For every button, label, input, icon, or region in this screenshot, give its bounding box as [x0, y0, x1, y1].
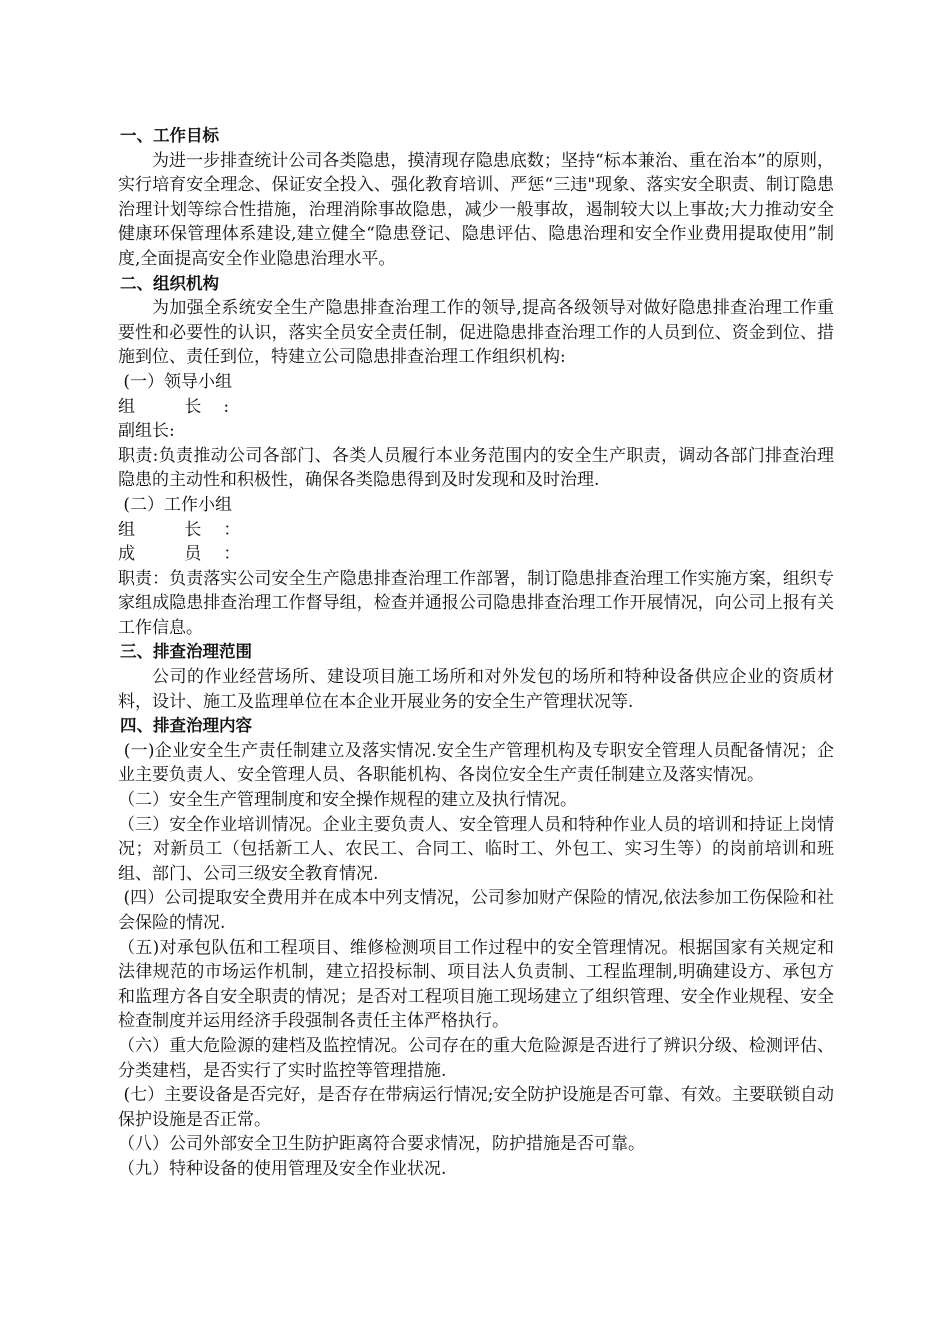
- goals-paragraph: 为进一步排查统计公司各类隐患，摸清现存隐患底数；坚持“标本兼治、重在治本”的原则，实行培育安全理念、保证安全投入、强化教育培训、严惩“三违"现象、落实安全职责、制订隐患治理计划等综合性措施，治理消除事故隐患，减少一般事故，遏制较大以上事故;大力推动安全健康环保管理体系建设,建立健全“隐患登记、隐患评估、隐患治理和安全作业费用提取使用”制度,全面提高安全作业隐患治理水平。: [118, 150, 834, 269]
- document-page: [118, 124, 834, 1182]
- work-group-leader-label: [118, 518, 834, 543]
- section-heading-goals: 一、工作目标: [120, 126, 219, 145]
- contents-item-9: （九）特种设备的使用管理及安全作业状况.: [118, 1158, 447, 1179]
- organization-paragraph: 为加强全系统安全生产隐患排查治理工作的领导,提高各级领导对做好隐患排查治理工作重要性和必要性的认识，落实全员安全责任制，促进隐患排查治理工作的人员到位、资金到位、措施到位、责任到位，特建立公司隐患排查治理工作组织机构:: [118, 298, 834, 368]
- member-label: 成 员：: [118, 544, 263, 565]
- work-group-duty: 职责：负责落实公司安全生产隐患排查治理工作部署，制订隐患排查治理工作实施方案，组织专家组成隐患排查治理工作督导组，检查并通报公司隐患排查治理工作开展情况，向公司上报有关工作信息。: [118, 568, 834, 638]
- work-group-title: (二）工作小组: [118, 494, 233, 515]
- section-heading-contents: 四、排查治理内容: [120, 716, 252, 736]
- contents-item-2: （二）安全生产管理制度和安全操作规程的建立及执行情况。: [118, 790, 577, 811]
- contents-item-4: (四）公司提取安全费用并在成本中列支情况，公司参加财产保险的情况,依法参加工伤保险和社会保险的情况.: [118, 888, 834, 933]
- section-heading-scope: 三、排查治理范围: [120, 642, 252, 662]
- leader-label: 组 长:: [118, 396, 252, 417]
- work-group-member-label: [118, 542, 834, 567]
- scope-paragraph: 公司的作业经营场所、建设项目施工场所和对外发包的场所和特种设备供应企业的资质材料，设计、施工及监理单位在本企业开展业务的安全生产管理状况等.: [118, 667, 834, 712]
- leader-group-duty: 职责:负责推动公司各部门、各类人员履行本业务范围内的安全生产职责，调动各部门排查治理隐患的主动性和积极性，确保各类隐患得到及时发现和及时治理.: [118, 445, 834, 491]
- leader-group-title: (一）领导小组: [118, 371, 233, 392]
- work-leader-label: 组 长：: [118, 519, 263, 540]
- contents-item-3: （三）安全作业培训情况。企业主要负责人、安全管理人员和特种作业人员的培训和持证上岗情况；对新员工（包括新工人、农民工、合同工、临时工、外包工、实习生等）的岗前培训和班组、部门、公司三级安全教育情况.: [118, 814, 834, 884]
- contents-item-7: (七）主要设备是否完好，是否存在带病运行情况;安全防护设施是否可靠、有效。主要联锁自动保护设施是否正常。: [118, 1085, 835, 1130]
- contents-item-5: （五)对承包队伍和工程项目、维修检测项目工作过程中的安全管理情况。根据国家有关规定和法律规范的市场运作机制，建立招投标制、项目法人负责制、工程监理制,明确建设方、承包方和监理方各自安全职责的情况；是否对工程项目施工现场建立了组织管理、安全作业规程、安全检查制度并运用经济手段强制各责任主体严格执行。: [118, 937, 834, 1032]
- leader-group-leader-label: [118, 395, 834, 420]
- contents-item-1: (一)企业安全生产责任制建立及落实情况.安全生产管理机构及专职安全管理人员配备情况；企业主要负责人、安全管理人员、各职能机构、各岗位安全生产责任制建立及落实情况。: [118, 740, 834, 786]
- section-heading-organization: 二、组织机构: [120, 273, 219, 293]
- contents-item-6: （六）重大危险源的建档及监控情况。公司存在的重大危险源是否进行了辨识分级、检测评估、分类建档，是否实行了实时监控等管理措施.: [118, 1035, 834, 1081]
- leader-group-deputy-label: 副组长:: [118, 421, 175, 442]
- contents-item-8: （八）公司外部安全卫生防护距离符合要求情况，防护措施是否可靠。: [118, 1134, 645, 1155]
